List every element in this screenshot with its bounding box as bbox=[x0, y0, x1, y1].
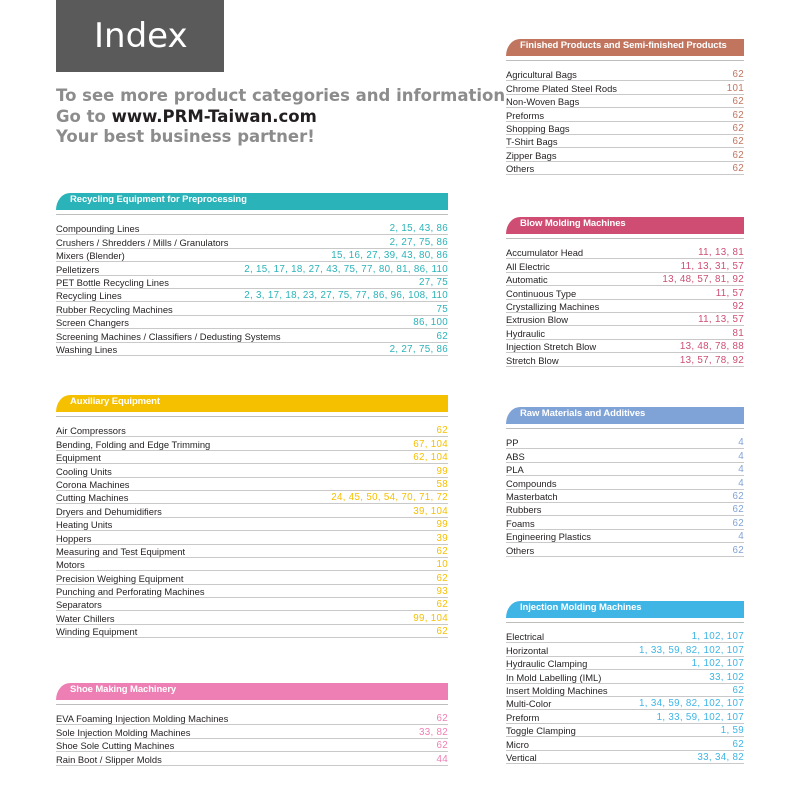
entry-page-numbers: 99, 104 bbox=[413, 612, 448, 624]
entry-page-numbers: 62 bbox=[732, 684, 744, 696]
section-title: Shoe Making Machinery bbox=[70, 684, 177, 695]
entry-page-numbers: 62 bbox=[436, 425, 448, 437]
entry-label: Measuring and Test Equipment bbox=[56, 545, 186, 557]
entry-page-numbers: 10 bbox=[436, 559, 448, 571]
entry-label: Insert Molding Machines bbox=[506, 684, 608, 696]
entry-page-numbers: 62 bbox=[732, 544, 744, 556]
index-entry bbox=[506, 670, 744, 683]
index-entry bbox=[56, 289, 448, 302]
entry-page-numbers: 13, 48, 78, 88 bbox=[679, 341, 744, 353]
entry-label: Mixers (Blender) bbox=[56, 250, 125, 262]
entry-page-numbers: 62 bbox=[732, 69, 744, 81]
section-recycling-equipment bbox=[56, 190, 448, 356]
entry-page-numbers: 4 bbox=[738, 477, 744, 489]
section-divider bbox=[56, 214, 448, 215]
entry-label: Automatic bbox=[506, 274, 548, 286]
index-entry bbox=[56, 585, 448, 598]
entry-label: Bending, Folding and Edge Trimming bbox=[56, 438, 211, 450]
section-shoe-making-machinery bbox=[56, 680, 448, 766]
section-header bbox=[56, 680, 448, 700]
entry-page-numbers: 2, 27, 75, 86 bbox=[389, 343, 448, 355]
entry-label: All Electric bbox=[506, 260, 550, 272]
intro-go-label: Go to bbox=[56, 106, 112, 126]
section-divider bbox=[506, 238, 744, 239]
index-entry bbox=[506, 108, 744, 121]
section-divider bbox=[56, 704, 448, 705]
website-link[interactable]: www.PRM-Taiwan.com bbox=[111, 106, 317, 126]
index-entry bbox=[56, 598, 448, 611]
index-entry bbox=[506, 68, 744, 81]
entry-page-numbers: 62 bbox=[732, 96, 744, 108]
section-item-list bbox=[56, 424, 448, 638]
index-entry bbox=[506, 516, 744, 529]
index-entry bbox=[506, 476, 744, 489]
entry-label: Cutting Machines bbox=[56, 492, 129, 504]
entry-label: Water Chillers bbox=[56, 612, 115, 624]
section-title: Auxiliary Equipment bbox=[70, 396, 160, 407]
index-entry bbox=[506, 737, 744, 750]
entry-label: PET Bottle Recycling Lines bbox=[56, 276, 169, 288]
index-entry bbox=[56, 752, 448, 765]
entry-page-numbers: 27, 75 bbox=[418, 276, 448, 288]
entry-label: Compounding Lines bbox=[56, 223, 140, 235]
index-entry bbox=[56, 424, 448, 437]
index-entry bbox=[56, 249, 448, 262]
index-entry bbox=[506, 697, 744, 710]
index-entry bbox=[56, 712, 448, 725]
section-divider bbox=[506, 622, 744, 623]
section-item-list bbox=[506, 436, 744, 557]
entry-page-numbers: 101 bbox=[726, 82, 744, 94]
section-title: Injection Molding Machines bbox=[520, 602, 642, 613]
entry-page-numbers: 1, 33, 59, 102, 107 bbox=[656, 711, 744, 723]
entry-page-numbers: 1, 33, 59, 82, 102, 107 bbox=[639, 644, 744, 656]
entry-page-numbers: 1, 59 bbox=[720, 725, 744, 737]
entry-label: Rain Boot / Slipper Molds bbox=[56, 753, 162, 765]
index-entry bbox=[506, 300, 744, 313]
entry-label: Micro bbox=[506, 738, 529, 750]
entry-label: EVA Foaming Injection Molding Machines bbox=[56, 713, 229, 725]
index-entry bbox=[506, 643, 744, 656]
entry-label: Masterbatch bbox=[506, 490, 558, 502]
entry-label: Others bbox=[506, 163, 535, 175]
index-entry bbox=[56, 235, 448, 248]
section-raw-materials bbox=[506, 404, 744, 557]
entry-label: Accumulator Head bbox=[506, 247, 584, 259]
section-injection-molding-machines bbox=[506, 598, 744, 764]
entry-page-numbers: 1, 102, 107 bbox=[691, 631, 744, 643]
entry-label: Dryers and Dehumidifiers bbox=[56, 505, 162, 517]
section-blow-molding-machines bbox=[506, 214, 744, 367]
section-divider bbox=[506, 428, 744, 429]
entry-label: Motors bbox=[56, 559, 85, 571]
entry-label: Extrusion Blow bbox=[506, 314, 569, 326]
section-header bbox=[506, 598, 744, 618]
index-entry bbox=[56, 222, 448, 235]
entry-label: T-Shirt Bags bbox=[506, 136, 558, 148]
index-entry bbox=[56, 558, 448, 571]
entry-page-numbers: 13, 48, 57, 81, 92 bbox=[662, 274, 744, 286]
entry-page-numbers: 62 bbox=[732, 109, 744, 121]
intro-line-2 bbox=[56, 107, 476, 128]
entry-page-numbers: 11, 13, 57 bbox=[698, 314, 744, 326]
index-entry bbox=[506, 162, 744, 175]
intro-line-3: Your best business partner! bbox=[56, 127, 315, 146]
entry-page-numbers: 62 bbox=[436, 626, 448, 638]
section-header bbox=[506, 404, 744, 424]
index-entry bbox=[506, 81, 744, 94]
index-entry bbox=[56, 464, 448, 477]
index-entry bbox=[506, 95, 744, 108]
index-entry bbox=[506, 751, 744, 764]
index-entry bbox=[506, 273, 744, 286]
entry-page-numbers: 92 bbox=[732, 300, 744, 312]
index-entry bbox=[56, 276, 448, 289]
entry-page-numbers: 4 bbox=[738, 464, 744, 476]
index-entry bbox=[506, 353, 744, 366]
entry-page-numbers: 75 bbox=[436, 303, 448, 315]
section-header bbox=[56, 392, 448, 412]
entry-page-numbers: 1, 34, 59, 82, 102, 107 bbox=[639, 698, 744, 710]
entry-page-numbers: 4 bbox=[738, 437, 744, 449]
entry-label: Separators bbox=[56, 599, 102, 611]
index-entry bbox=[506, 710, 744, 723]
entry-label: Winding Equipment bbox=[56, 626, 138, 638]
index-entry bbox=[506, 340, 744, 353]
entry-page-numbers: 62 bbox=[732, 738, 744, 750]
entry-page-numbers: 67, 104 bbox=[413, 438, 448, 450]
entry-label: Air Compressors bbox=[56, 425, 126, 437]
index-entry bbox=[56, 302, 448, 315]
index-entry bbox=[506, 449, 744, 462]
entry-page-numbers: 62 bbox=[732, 136, 744, 148]
index-entry bbox=[56, 343, 448, 356]
index-entry bbox=[506, 135, 744, 148]
index-entry bbox=[56, 611, 448, 624]
entry-label: In Mold Labelling (IML) bbox=[506, 671, 602, 683]
entry-label: Stretch Blow bbox=[506, 354, 559, 366]
entry-page-numbers: 11, 57 bbox=[715, 287, 744, 299]
entry-label: Heating Units bbox=[56, 519, 113, 531]
entry-page-numbers: 13, 57, 78, 92 bbox=[679, 354, 744, 366]
entry-label: Rubber Recycling Machines bbox=[56, 303, 173, 315]
section-title: Finished Products and Semi-finished Products bbox=[520, 40, 727, 51]
entry-label: Hoppers bbox=[56, 532, 92, 544]
entry-page-numbers: 62 bbox=[436, 572, 448, 584]
entry-page-numbers: 39 bbox=[436, 532, 448, 544]
entry-label: Hydraulic Clamping bbox=[506, 658, 588, 670]
entry-label: Toggle Clamping bbox=[506, 725, 576, 737]
index-entry bbox=[56, 504, 448, 517]
entry-page-numbers: 4 bbox=[738, 450, 744, 462]
entry-label: Crushers / Shredders / Mills / Granulators bbox=[56, 236, 229, 248]
intro-text bbox=[56, 86, 506, 148]
entry-page-numbers: 81 bbox=[732, 327, 744, 339]
section-header bbox=[506, 36, 744, 56]
entry-page-numbers: 62 bbox=[436, 545, 448, 557]
index-entry bbox=[506, 326, 744, 339]
entry-page-numbers: 58 bbox=[436, 478, 448, 490]
entry-label: Engineering Plastics bbox=[506, 531, 591, 543]
index-entry bbox=[506, 543, 744, 556]
index-entry bbox=[56, 531, 448, 544]
entry-page-numbers: 62 bbox=[732, 517, 744, 529]
entry-page-numbers: 44 bbox=[436, 753, 448, 765]
entry-page-numbers: 33, 82 bbox=[418, 726, 448, 738]
index-entry bbox=[56, 491, 448, 504]
entry-label: Agricultural Bags bbox=[506, 69, 577, 81]
section-divider bbox=[56, 416, 448, 417]
entry-label: Horizontal bbox=[506, 644, 549, 656]
section-item-list bbox=[506, 630, 744, 764]
index-entry bbox=[56, 725, 448, 738]
entry-label: PP bbox=[506, 437, 519, 449]
index-entry bbox=[56, 451, 448, 464]
section-auxiliary-equipment bbox=[56, 392, 448, 638]
entry-page-numbers: 93 bbox=[436, 586, 448, 598]
index-title: Index bbox=[56, 0, 224, 72]
entry-page-numbers: 15, 16, 27, 39, 43, 80, 86 bbox=[331, 250, 448, 262]
index-entry bbox=[506, 122, 744, 135]
index-entry bbox=[506, 463, 744, 476]
entry-label: Foams bbox=[506, 517, 535, 529]
entry-label: Electrical bbox=[506, 631, 545, 643]
section-title: Blow Molding Machines bbox=[520, 218, 626, 229]
entry-page-numbers: 62 bbox=[732, 149, 744, 161]
index-entry bbox=[506, 313, 744, 326]
section-finished-products bbox=[506, 36, 744, 175]
entry-page-numbers: 11, 13, 81 bbox=[698, 247, 744, 259]
intro-line-1: To see more product categories and information bbox=[56, 86, 506, 105]
entry-label: Chrome Plated Steel Rods bbox=[506, 82, 617, 94]
entry-page-numbers: 2, 15, 43, 86 bbox=[389, 223, 448, 235]
entry-page-numbers: 62 bbox=[732, 504, 744, 516]
entry-label: Shopping Bags bbox=[506, 122, 570, 134]
entry-page-numbers: 62 bbox=[732, 163, 744, 175]
entry-page-numbers: 62 bbox=[436, 713, 448, 725]
entry-label: Rubbers bbox=[506, 504, 542, 516]
entry-label: Cooling Units bbox=[56, 465, 112, 477]
index-entry bbox=[506, 148, 744, 161]
section-header bbox=[56, 190, 448, 210]
index-entry bbox=[56, 625, 448, 638]
entry-page-numbers: 33, 102 bbox=[709, 671, 744, 683]
entry-page-numbers: 99 bbox=[436, 465, 448, 477]
entry-page-numbers: 62 bbox=[436, 740, 448, 752]
entry-label: Non-Woven Bags bbox=[506, 96, 580, 108]
entry-label: Precision Weighing Equipment bbox=[56, 572, 184, 584]
entry-label: Preform bbox=[506, 711, 540, 723]
entry-label: Screening Machines / Classifiers / Dedusting Systems bbox=[56, 330, 281, 342]
index-entry bbox=[506, 503, 744, 516]
entry-label: Pelletizers bbox=[56, 263, 100, 275]
entry-label: Zipper Bags bbox=[506, 149, 557, 161]
index-entry bbox=[56, 518, 448, 531]
entry-label: Compounds bbox=[506, 477, 557, 489]
index-entry bbox=[56, 571, 448, 584]
entry-page-numbers: 62 bbox=[436, 330, 448, 342]
entry-page-numbers: 62 bbox=[732, 122, 744, 134]
entry-page-numbers: 24, 45, 50, 54, 70, 71, 72 bbox=[331, 492, 448, 504]
entry-label: Recycling Lines bbox=[56, 290, 122, 302]
index-entry bbox=[56, 437, 448, 450]
index-entry bbox=[56, 478, 448, 491]
index-entry bbox=[56, 316, 448, 329]
index-entry bbox=[56, 545, 448, 558]
entry-page-numbers: 62 bbox=[732, 490, 744, 502]
entry-label: Shoe Sole Cutting Machines bbox=[56, 740, 175, 752]
entry-label: Others bbox=[506, 544, 535, 556]
index-entry bbox=[506, 259, 744, 272]
index-entry bbox=[56, 739, 448, 752]
entry-label: Corona Machines bbox=[56, 478, 130, 490]
index-entry bbox=[506, 684, 744, 697]
entry-label: Injection Stretch Blow bbox=[506, 341, 597, 353]
entry-page-numbers: 2, 27, 75, 86 bbox=[389, 236, 448, 248]
index-entry bbox=[56, 329, 448, 342]
index-entry bbox=[506, 436, 744, 449]
entry-label: Screen Changers bbox=[56, 317, 129, 329]
entry-page-numbers: 62 bbox=[436, 599, 448, 611]
entry-label: Continuous Type bbox=[506, 287, 577, 299]
index-entry bbox=[56, 262, 448, 275]
entry-label: Vertical bbox=[506, 751, 537, 763]
section-item-list bbox=[56, 222, 448, 356]
entry-label: Multi-Color bbox=[506, 698, 552, 710]
entry-page-numbers: 99 bbox=[436, 519, 448, 531]
entry-label: Equipment bbox=[56, 452, 101, 464]
entry-label: ABS bbox=[506, 450, 525, 462]
index-entry bbox=[506, 530, 744, 543]
section-divider bbox=[506, 60, 744, 61]
index-entry bbox=[506, 246, 744, 259]
entry-page-numbers: 39, 104 bbox=[413, 505, 448, 517]
entry-page-numbers: 4 bbox=[738, 531, 744, 543]
entry-page-numbers: 2, 3, 17, 18, 23, 27, 75, 77, 86, 96, 108, 110 bbox=[244, 290, 448, 302]
section-item-list bbox=[506, 246, 744, 367]
index-entry bbox=[506, 630, 744, 643]
entry-label: Preforms bbox=[506, 109, 545, 121]
entry-page-numbers: 86, 100 bbox=[413, 317, 448, 329]
entry-label: Sole Injection Molding Machines bbox=[56, 726, 191, 738]
section-item-list bbox=[56, 712, 448, 766]
entry-page-numbers: 1, 102, 107 bbox=[691, 658, 744, 670]
entry-page-numbers: 2, 15, 17, 18, 27, 43, 75, 77, 80, 81, 86, 110 bbox=[244, 263, 448, 275]
index-entry bbox=[506, 286, 744, 299]
entry-page-numbers: 62, 104 bbox=[413, 452, 448, 464]
index-entry bbox=[506, 657, 744, 670]
section-header bbox=[506, 214, 744, 234]
section-title: Raw Materials and Additives bbox=[520, 408, 646, 419]
index-entry bbox=[506, 724, 744, 737]
entry-label: Punching and Perforating Machines bbox=[56, 586, 205, 598]
section-title: Recycling Equipment for Preprocessing bbox=[70, 194, 247, 205]
entry-label: Washing Lines bbox=[56, 343, 118, 355]
entry-label: PLA bbox=[506, 464, 524, 476]
entry-label: Hydraulic bbox=[506, 327, 546, 339]
section-item-list bbox=[506, 68, 744, 175]
entry-page-numbers: 11, 13, 31, 57 bbox=[680, 260, 744, 272]
entry-page-numbers: 33, 34, 82 bbox=[697, 751, 744, 763]
index-entry bbox=[506, 490, 744, 503]
entry-label: Crystallizing Machines bbox=[506, 300, 600, 312]
